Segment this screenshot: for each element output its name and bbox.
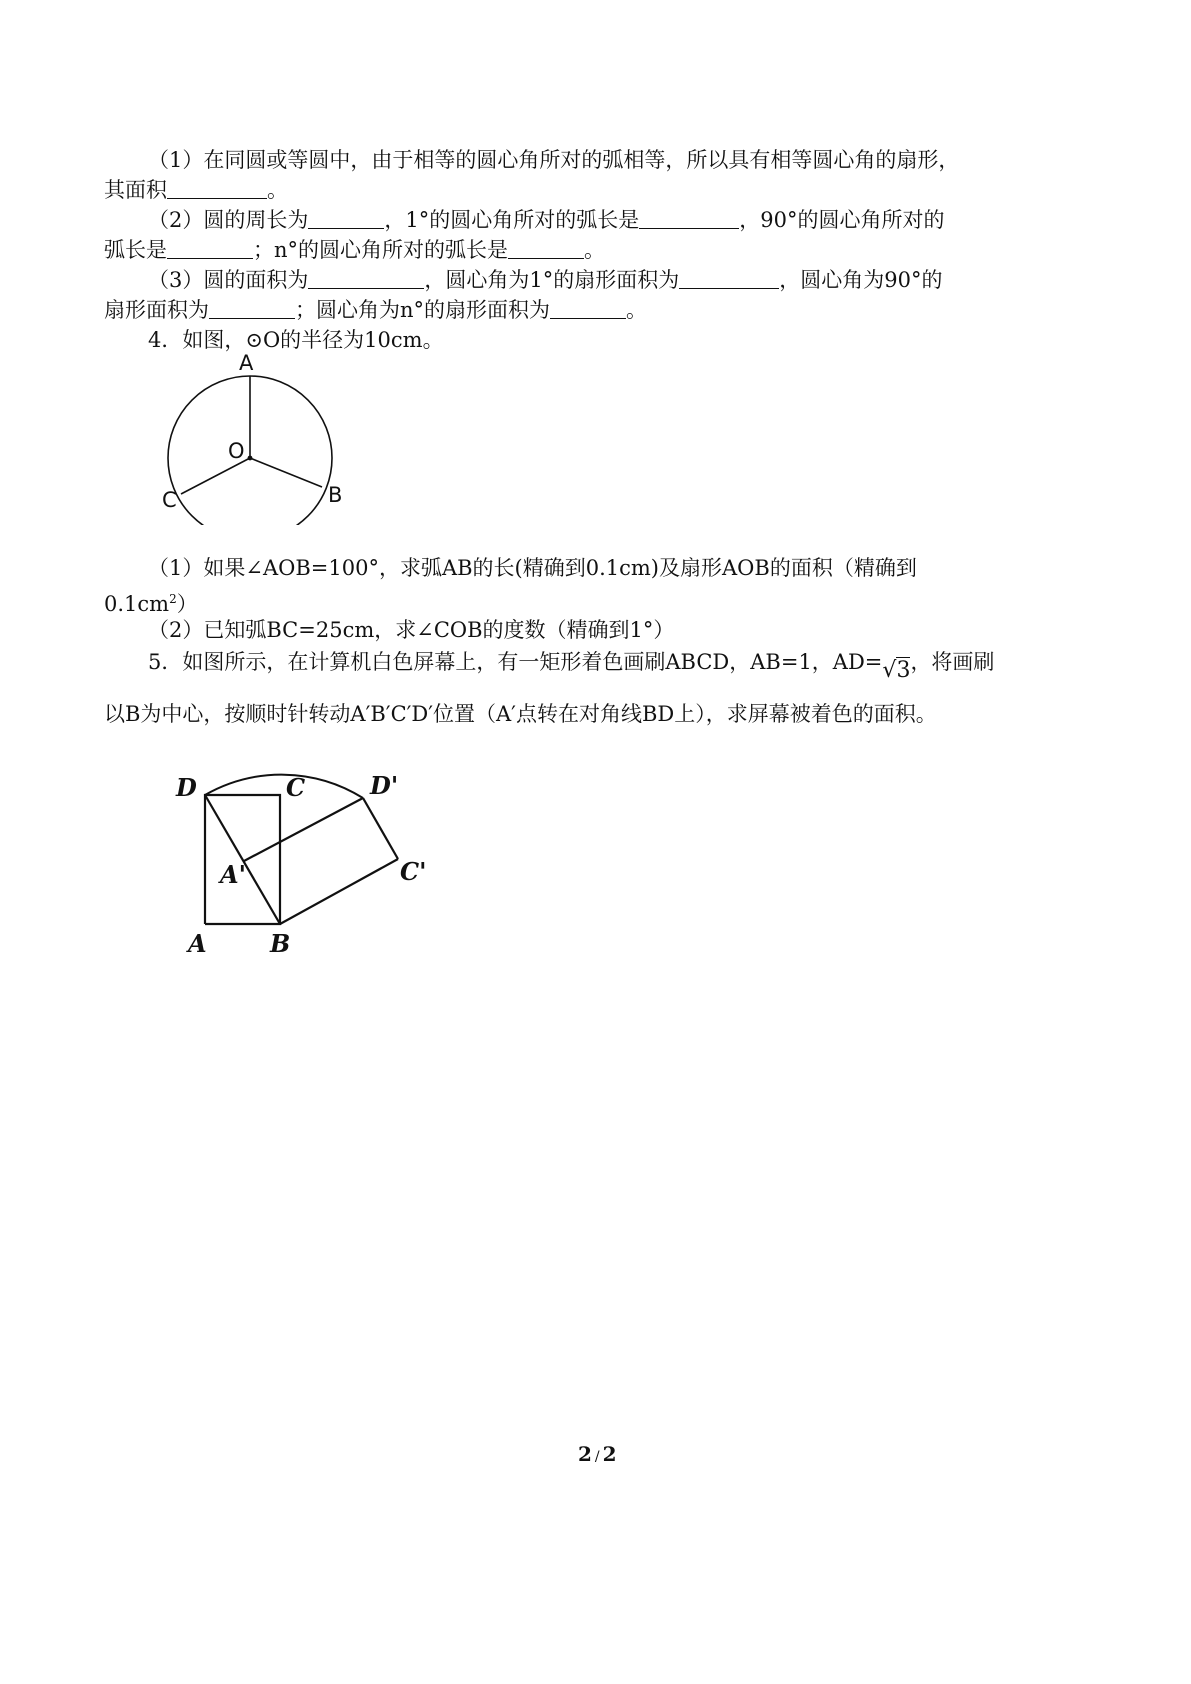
label-a-prime: A' xyxy=(220,860,246,889)
label-c-prime: C' xyxy=(400,857,427,886)
center-point xyxy=(248,456,253,461)
label-c: C xyxy=(162,488,177,512)
answer-blank[interactable] xyxy=(508,238,584,259)
segment-a2d2 xyxy=(244,798,363,861)
segment-c2b xyxy=(280,859,398,924)
q4-part1-line1: （1）如果∠AOB=100°，求弧AB的长(精确到0.1cm)及扇形AOB的面积（精确到 xyxy=(148,556,917,580)
page-number: 2 / 2 xyxy=(578,1442,617,1466)
label-c: C xyxy=(286,773,306,802)
radius-ob xyxy=(250,458,322,487)
label-d-prime: D' xyxy=(370,771,399,800)
label-b: B xyxy=(328,483,343,507)
label-a: A xyxy=(239,351,254,375)
label-a: A xyxy=(188,929,207,958)
answer-blank[interactable] xyxy=(308,208,384,229)
q4-stem: 4．如图，⊙O的半径为10cm。 xyxy=(148,328,444,352)
q3-part1-line2: 其面积 。 xyxy=(104,178,288,202)
q3-part3-line1: （3）圆的面积为 ，圆心角为1°的扇形面积为 ，圆心角为90°的 xyxy=(148,268,943,292)
answer-blank[interactable] xyxy=(639,208,739,229)
rotation-figure xyxy=(170,750,450,970)
circle-figure xyxy=(150,345,370,525)
q3-part1-line1: （1）在同圆或等圆中，由于相等的圆心角所对的弧相等，所以具有相等圆心角的扇形， xyxy=(148,148,960,172)
q3-part2-line2: 弧长是 ；n°的圆心角所对的弧长是 。 xyxy=(104,238,606,262)
q4-part1-line2: $0.1cm^2$） xyxy=(104,592,198,616)
label-b: B xyxy=(270,929,291,958)
label-o: O xyxy=(228,439,245,463)
q5-stem-line2: 以B为中心，按顺时针转动A′B′C′D′位置（A′点转在对角线BD上），求屏幕被着色的面积。 xyxy=(104,702,937,726)
answer-blank[interactable] xyxy=(167,178,267,199)
answer-blank[interactable] xyxy=(167,238,253,259)
answer-blank[interactable] xyxy=(209,298,295,319)
q4-part2: （2）已知弧BC=25cm，求∠COB的度数（精确到1°） xyxy=(148,618,675,642)
q5-stem-line1: 5．如图所示，在计算机白色屏幕上，有一矩形着色画刷ABCD，AB=1，AD=√3，将画刷 xyxy=(148,650,995,683)
label-d: D xyxy=(176,773,197,802)
q3-part2-line1: （2）圆的周长为 ，1°的圆心角所对的弧长是 ，90°的圆心角所对的 xyxy=(148,208,945,232)
answer-blank[interactable] xyxy=(679,268,779,289)
q3-part3-line2: 扇形面积为 ；圆心角为n°的扇形面积为 。 xyxy=(104,298,648,322)
radius-oc xyxy=(181,458,250,494)
sqrt-expression: √3 xyxy=(882,658,911,683)
segment-d2c2 xyxy=(363,798,398,859)
answer-blank[interactable] xyxy=(308,268,424,289)
answer-blank[interactable] xyxy=(550,298,626,319)
